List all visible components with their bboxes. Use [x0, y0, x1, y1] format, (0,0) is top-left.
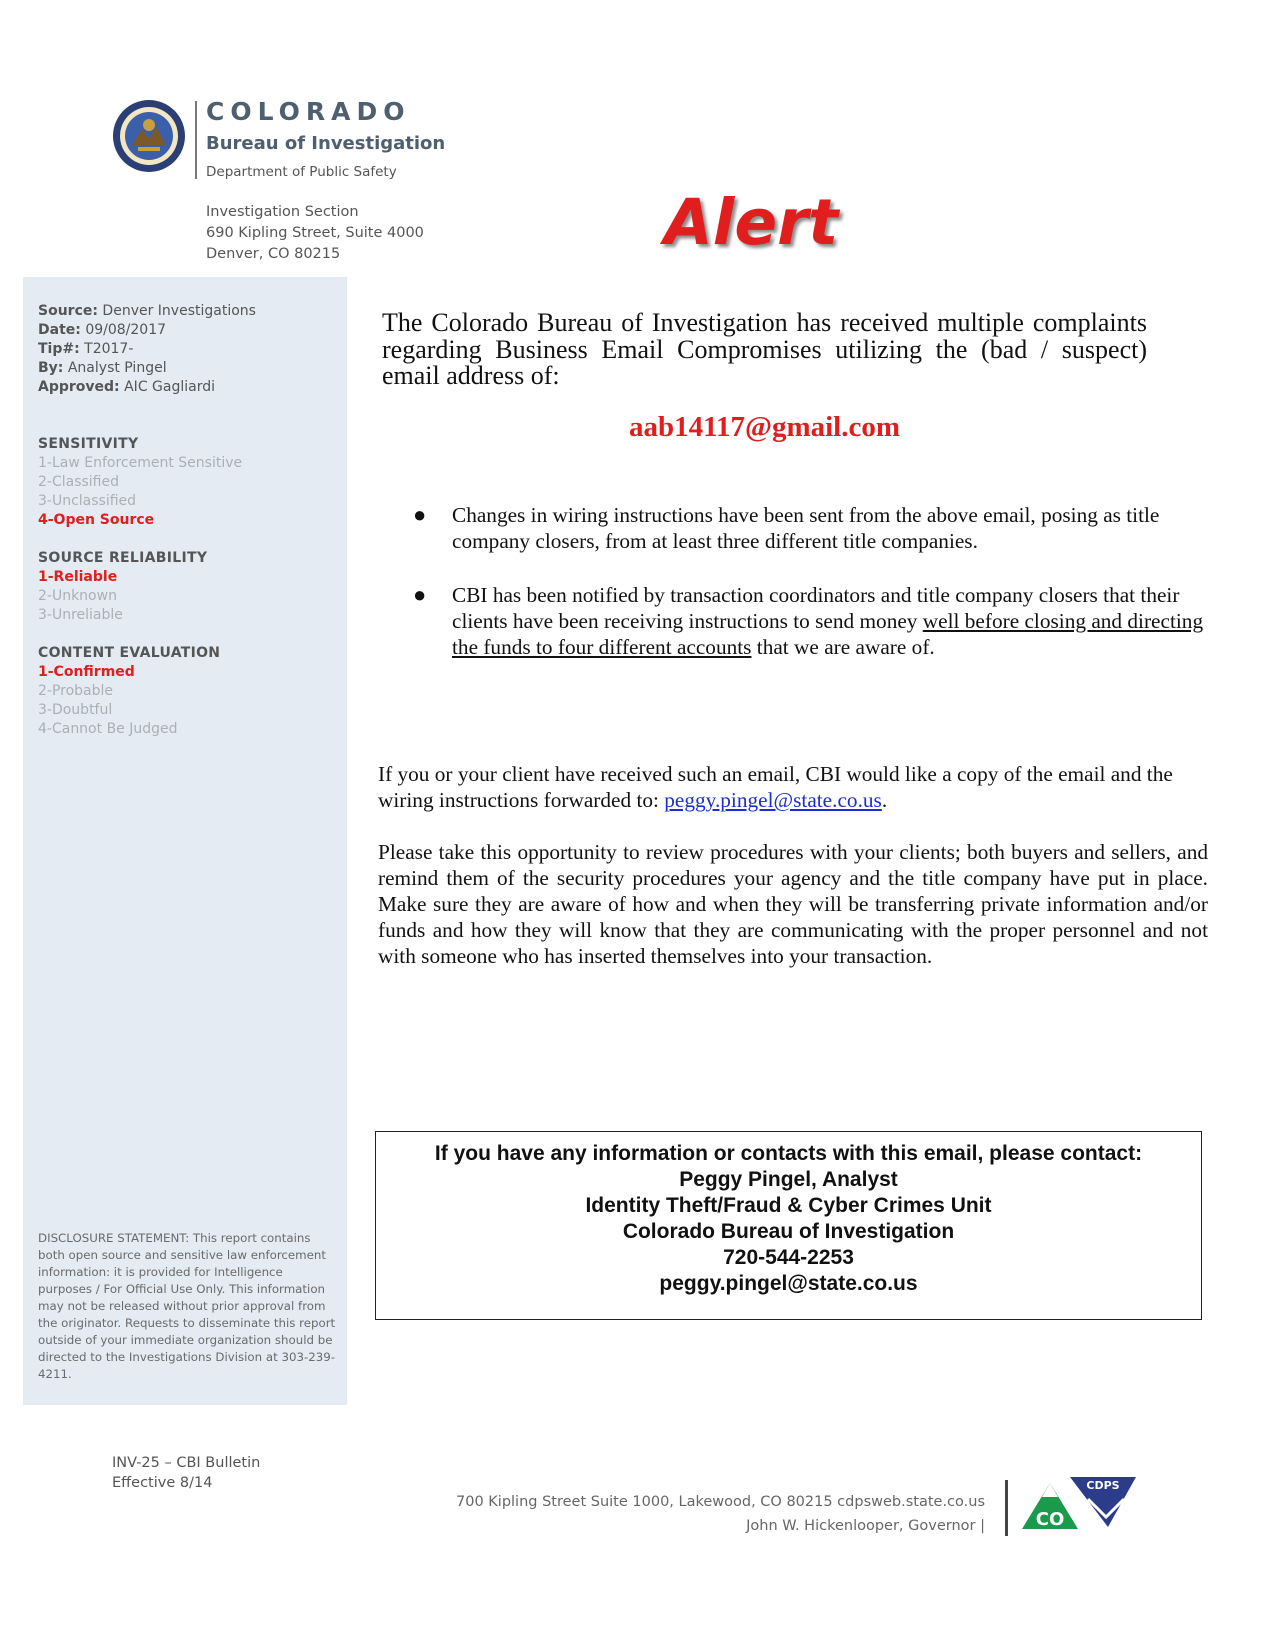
evaluation-option: 1-Confirmed [38, 664, 135, 680]
reliability-option: 3-Unreliable [38, 607, 123, 623]
sensitivity-option: 3-Unclassified [38, 493, 137, 509]
reliability-option: 1-Reliable [38, 569, 118, 585]
meta-date: Date: 09/08/2017 [38, 322, 167, 338]
suspect-email-address: aab14117@gmail.com [628, 411, 901, 443]
footer-address: 700 Kipling Street Suite 1000, Lakewood, CO 80215 cdpsweb.state.co.us [456, 1494, 985, 1510]
underlined-emphasis: well before closing and directing the funds to four different accounts [452, 609, 1204, 659]
contact-heading: If you have any information or contacts with this email, please contact: [434, 1142, 1143, 1165]
meta-author: By: Analyst Pingel [38, 360, 167, 376]
co-badge-text: CO [1035, 1509, 1065, 1530]
content-evaluation-heading: CONTENT EVALUATION [38, 645, 221, 661]
sensitivity-option: 1-Law Enforcement Sensitive [38, 455, 243, 471]
procedures-paragraph: Please take this opportunity to review procedures with your clients; both buyers and sellers, and remind them of the security procedures your agency and the title company have put in place. Make sure they are aware of how and when they will be transferring private information and/or funds and how they will know that they are communicating with the proper personnel and not with someone who has inserted themselves into your transaction. [378, 840, 1208, 968]
cdps-logo [1020, 1471, 1138, 1533]
disclosure-statement: DISCLOSURE STATEMENT: This report contains both open source and sensitive law enforcement information: it is provided for Intelligence purposes / For Official Use Only. This information may not be released without prior approval from the originator. Requests to disseminate this report outside of your immediate organization should be directed to the Investigations Division at 303-239-4211. [38, 1231, 336, 1381]
bullet-text: CBI has been notified by transaction coordinators and title company closers that their clients have been receiving instructions to send money well before closing and directing the funds to four different accounts that we are aware of. [452, 583, 1204, 659]
cbi-seal-logo [112, 99, 186, 173]
alert-title: Alert [664, 186, 839, 259]
footer-governor: John W. Hickenlooper, Governor | [746, 1518, 985, 1534]
logo-divider [195, 101, 197, 179]
meta-tip: Tip#: T2017- [38, 341, 134, 357]
forwarding-paragraph: If you or your client have received such an email, CBI would like a copy of the email and the wiring instructions forwarded to: peggy.pingel@state.co.us. [378, 762, 1173, 812]
bureau-name: Bureau of Investigation [206, 133, 446, 154]
contact-organization: Colorado Bureau of Investigation [622, 1220, 955, 1243]
evaluation-option: 3-Doubtful [38, 702, 113, 718]
form-identifier: INV-25 – CBI Bulletin [112, 1455, 261, 1471]
section-address-line: Denver, CO 80215 [206, 246, 341, 262]
bullet-icon: ● [413, 502, 427, 527]
section-address-line: Investigation Section [206, 204, 359, 220]
bullet-icon: ● [413, 582, 427, 607]
contact-name: Peggy Pingel, Analyst [679, 1168, 898, 1191]
evaluation-option: 2-Probable [38, 683, 114, 699]
meta-source: Source: Denver Investigations [38, 303, 256, 319]
evaluation-option: 4-Cannot Be Judged [38, 721, 178, 737]
source-reliability-heading: SOURCE RELIABILITY [38, 550, 208, 566]
contact-unit: Identity Theft/Fraud & Cyber Crimes Unit [585, 1194, 992, 1217]
form-effective-date: Effective 8/14 [112, 1475, 213, 1491]
contact-email: peggy.pingel@state.co.us [659, 1272, 918, 1295]
footer-divider [1005, 1480, 1008, 1536]
analyst-email-link[interactable]: peggy.pingel@state.co.us [664, 788, 882, 812]
reliability-option: 2-Unknown [38, 588, 117, 604]
meta-approved: Approved: AIC Gagliardi [38, 379, 215, 395]
contact-phone: 720-544-2253 [723, 1246, 854, 1269]
bullet-text: Changes in wiring instructions have been sent from the above email, posing as title company closers, from at least three different title companies. [452, 503, 1160, 553]
sensitivity-option: 4-Open Source [38, 512, 155, 528]
sensitivity-heading: SENSITIVITY [38, 436, 139, 452]
section-address-line: 690 Kipling Street, Suite 4000 [206, 225, 424, 241]
agency-name: COLORADO [206, 97, 411, 126]
department-name: Department of Public Safety [206, 164, 397, 180]
intro-paragraph: The Colorado Bureau of Investigation has received multiple complaints regarding Business Email Compromises utilizing the (bad / suspect) email address of: [382, 308, 1147, 390]
cdps-badge-text: CDPS [1086, 1479, 1120, 1492]
sensitivity-option: 2-Classified [38, 474, 119, 490]
